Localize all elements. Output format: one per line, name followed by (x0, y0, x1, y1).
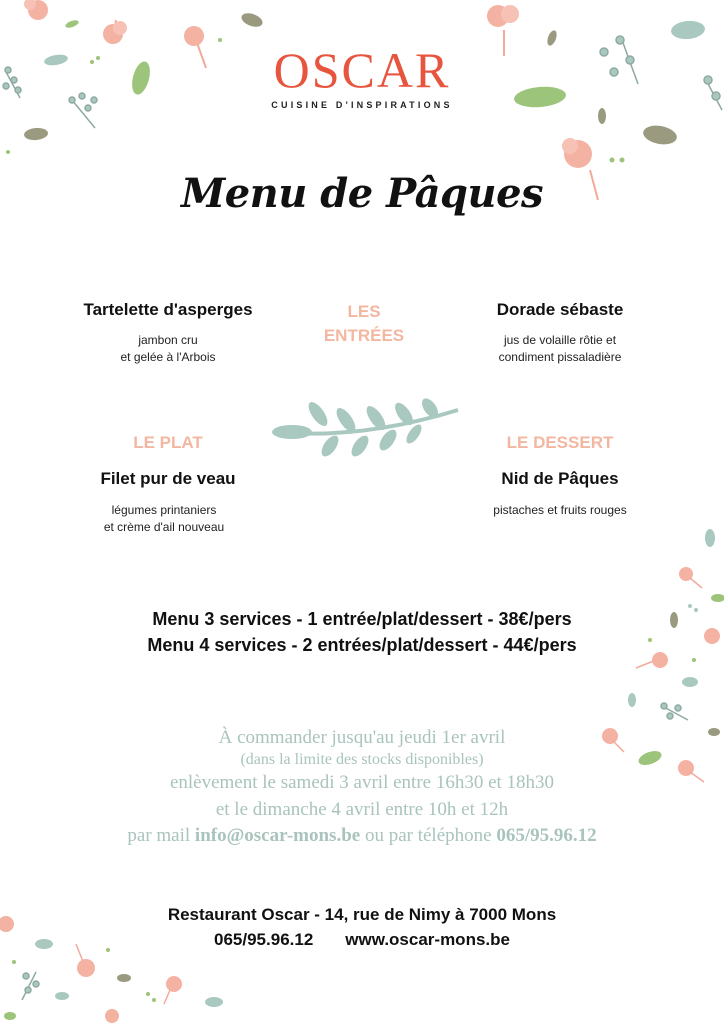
leaf-icon (4, 1012, 16, 1020)
entree-left-desc-1: jambon cru (138, 333, 198, 347)
footer-address: Restaurant Oscar - 14, rue de Nimy à 7000 Mons (167, 905, 557, 924)
order-phone[interactable]: 065/95.96.12 (496, 825, 597, 846)
leaf-icon (55, 992, 69, 1000)
footer-phone[interactable]: 065/95.96.12 (214, 930, 314, 949)
leaf-icon (711, 594, 724, 602)
order-stock-note: (dans la limite des stocks disponibles) (240, 751, 484, 768)
leaf-icon (670, 20, 705, 41)
plat-desc-2: et crème d'ail nouveau (103, 520, 225, 534)
entree-left-desc-2: et gelée à l'Arbois (120, 350, 216, 364)
flower-icon (105, 1009, 119, 1023)
section-label-entrees-2: ENTRÉES (323, 326, 405, 345)
footer-contact (0, 930, 724, 950)
entree-right-desc-1: jus de volaille rôtie et (503, 333, 617, 347)
leaf-icon (205, 997, 223, 1007)
dessert-name: Nid de Pâques (501, 469, 619, 488)
formula-3-services: Menu 3 services - 1 entrée/plat/dessert - 38€/pers (152, 609, 572, 629)
leaf-icon (64, 19, 79, 29)
flower-icon (103, 20, 127, 44)
logo-tagline: CUISINE D'INSPIRATIONS (271, 100, 453, 110)
order-deadline: À commander jusqu'au jeudi 1er avril (218, 727, 506, 748)
order-pickup-saturday: enlèvement le samedi 3 avril entre 16h30 et 18h30 (169, 772, 555, 793)
order-email-link[interactable]: info@oscar-mons.be (194, 825, 361, 846)
leaf-icon (642, 123, 679, 147)
plat-name: Filet pur de veau (100, 469, 236, 488)
order-contact (0, 825, 724, 847)
order-contact-prefix: par mail (127, 825, 195, 846)
entree-right-desc-2: condiment pissaladière (498, 350, 622, 364)
section-label-dessert: LE DESSERT (506, 433, 614, 452)
leaf-icon (24, 127, 49, 141)
branch-icon (69, 93, 97, 128)
section-label-plat: LE PLAT (133, 433, 203, 452)
flower-icon (24, 0, 48, 20)
order-contact-middle: ou par téléphone (360, 825, 497, 846)
leaf-icon (628, 693, 636, 707)
formula-4-services: Menu 4 services - 2 entrées/plat/dessert - 44€/pers (147, 635, 577, 655)
section-label-entrees-1: LES (347, 302, 381, 321)
leaf-icon (598, 108, 606, 124)
leaf-icon (705, 529, 715, 547)
branch-icon (272, 396, 458, 460)
leaf-icon (240, 11, 265, 30)
plat-desc-1: légumes printaniers (111, 503, 217, 517)
branch-icon (22, 972, 39, 1000)
branch-icon (661, 703, 688, 720)
order-pickup-sunday: et le dimanche 4 avril entre 10h et 12h (215, 799, 509, 820)
page-title: Menu de Pâques (180, 170, 544, 217)
footer-website-link[interactable]: www.oscar-mons.be (345, 930, 510, 949)
dessert-desc-1: pistaches et fruits rouges (493, 503, 627, 517)
flower-icon (164, 976, 182, 1004)
entree-right-name: Dorade sébaste (496, 300, 624, 319)
leaf-icon (117, 974, 131, 982)
restaurant-logo: OSCAR (273, 42, 451, 98)
entree-left-name: Tartelette d'asperges (83, 300, 253, 319)
leaf-icon (682, 677, 698, 687)
flower-icon (679, 567, 702, 588)
